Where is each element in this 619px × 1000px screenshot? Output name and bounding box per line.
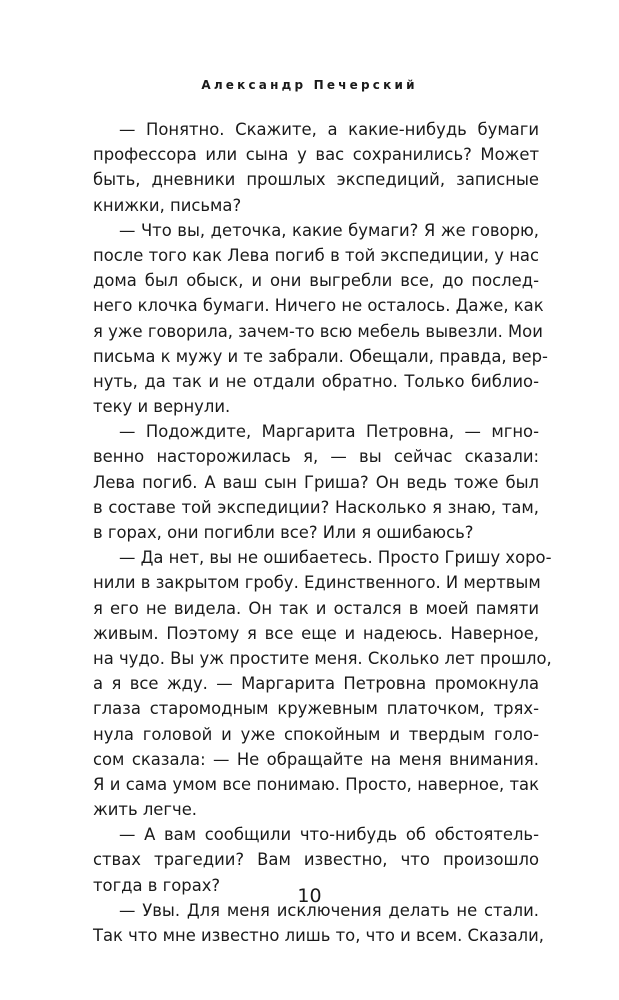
text-line: профессора или сына у вас сохранились? Может <box>93 145 539 165</box>
body-text <box>93 117 552 948</box>
page-number: 10 <box>297 885 322 907</box>
text-line: в горах, они погибли все? Или я ошибаюсь? <box>93 523 474 542</box>
text-line: теку и вернули. <box>93 397 231 417</box>
text-line: — Да нет, вы не ошибаетесь. Просто Гришу хоро- <box>119 548 552 568</box>
text-line: Лева погиб. А ваш сын Гриша? Он ведь тоже был <box>93 472 539 492</box>
text-line: дома был обыск, и они выгребли все, до послед- <box>93 271 539 291</box>
running-head-author: Александр Печерский <box>201 78 418 92</box>
text-line: — Подождите, Маргарита Петровна, — мгно- <box>119 422 539 442</box>
text-line: — Увы. Для меня исключения делать не стали. <box>119 900 539 920</box>
text-line: нула головой и уже спокойным и твердым голо- <box>93 724 539 744</box>
text-line: Так что мне известно лишь то, что и всем. Сказали, <box>93 926 544 945</box>
text-line: тогда в горах? <box>93 875 221 895</box>
text-line: венно насторожилась я, — вы сейчас сказали: <box>93 447 539 467</box>
text-line: жить легче. <box>93 800 197 820</box>
text-line: — Что вы, деточка, какие бумаги? Я же говорю, <box>119 220 539 240</box>
text-line: а я все жду. — Маргарита Петровна промокнула <box>93 674 539 694</box>
text-line: быть, дневники прошлых экспедиций, записные <box>93 170 539 190</box>
text-line: книжки, письма? <box>93 195 242 215</box>
text-line: сом сказала: — Не обращайте на меня внимания. <box>93 749 539 769</box>
text-line: нуть, да так и не отдали обратно. Только библио- <box>93 371 539 391</box>
text-line: письма к мужу и те забрали. Обещали, правда, вер- <box>93 346 548 366</box>
text-line: нили в закрытом гробу. Единственного. И мертвым <box>93 573 541 593</box>
text-line: — А вам сообщили что-нибудь об обстоятель- <box>119 825 539 845</box>
text-line: Я и сама умом все понимаю. Просто, наверное, так <box>93 774 539 794</box>
text-line: после того как Лева погиб в той экспедиции, у нас <box>93 245 539 265</box>
text-line: на чудо. Вы уж простите меня. Сколько лет прошло, <box>93 648 552 668</box>
text-line: в составе той экспедиции? Насколько я знаю, там, <box>93 497 539 517</box>
text-line: я уже говорила, зачем-то всю мебель вывезли. Мои <box>93 321 543 341</box>
text-line: живым. Поэтому я все еще и надеюсь. Наверное, <box>93 623 539 643</box>
text-line: — Понятно. Скажите, а какие-нибудь бумаги <box>119 120 539 139</box>
text-line: ствах трагедии? Вам известно, что произошло <box>93 850 539 870</box>
text-line: я его не видела. Он так и остался в моей памяти <box>93 598 539 618</box>
text-line: глаза старомодным кружевным платочком, трях- <box>93 699 539 719</box>
text-line: него клочка бумаги. Ничего не осталось. Даже, как <box>93 296 544 316</box>
